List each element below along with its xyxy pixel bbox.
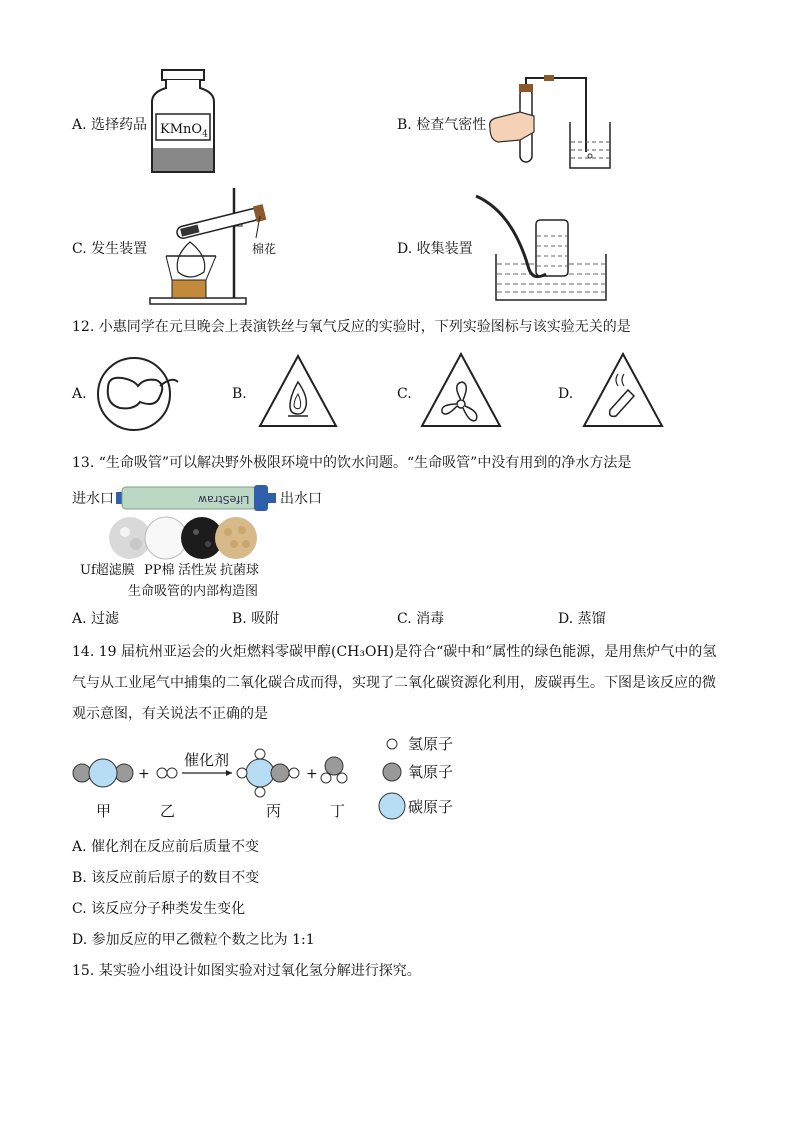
label-jia: 甲 <box>96 802 112 820</box>
q12-option-a: A. <box>72 386 87 402</box>
q13-option-c: C. 消毒 <box>397 611 445 627</box>
q14-option-b: B. 该反应前后原子的数目不变 <box>72 870 260 886</box>
hot-surface-warning-icon <box>580 350 666 430</box>
collection-apparatus-icon <box>472 192 612 304</box>
layer-uf-membrane: Uf超滤膜 <box>80 563 135 578</box>
label-yi: 乙 <box>160 802 176 820</box>
fan-ventilation-icon <box>418 350 504 430</box>
q12-stem: 12. 小惠同学在元旦晚会上表演铁丝与氧气反应的实验时，下列实验图标与该实验无关的是 <box>72 319 631 335</box>
catalyst-label: 催化剂 <box>184 751 230 769</box>
layer-activated-carbon: 活性炭 <box>178 563 218 578</box>
plus-sign-2: + <box>306 766 318 782</box>
q14-stem-line2: 气与从工业尾气中捕集的二氧化碳合成而得，实现了二氧化碳资源化利用，废碳再生。下图是该反应的微 <box>72 675 716 691</box>
straw-caption: 生命吸管的内部构造图 <box>128 584 259 599</box>
q13-option-a: A. 过滤 <box>72 611 120 627</box>
q14-stem-line1: 14. 19 届杭州亚运会的火炬燃料零碳甲醇(CH₃OH)是符合“碳中和”属性的绿色能源，是用焦炉气中的氢 <box>72 644 717 660</box>
lifestraw-icon <box>116 484 278 512</box>
filter-layers-icon <box>108 516 258 560</box>
q14-option-a: A. 催化剂在反应前后质量不变 <box>72 839 260 855</box>
q11-option-c: C. 发生装置 <box>72 241 148 257</box>
kmno4-subscript: 4 <box>202 129 208 140</box>
q15-stem: 15. 某实验小组设计如图实验对过氧化氢分解进行探究。 <box>72 963 421 979</box>
atom-legend-icons <box>378 732 408 822</box>
q14-option-c: C. 该反应分子种类发生变化 <box>72 901 246 917</box>
lifestraw-brand: LifeStraw <box>198 493 250 506</box>
q13-option-b: B. 吸附 <box>232 611 280 627</box>
legend-hydrogen: 氢原子 <box>408 735 454 753</box>
airtightness-apparatus-icon <box>486 72 616 172</box>
label-bing: 丙 <box>266 802 282 820</box>
kmno4-text: KMnO <box>160 122 203 137</box>
q13-option-d: D. 蒸馏 <box>558 611 606 627</box>
q14-stem-line3: 观示意图，有关说法不正确的是 <box>72 706 268 722</box>
legend-oxygen: 氧原子 <box>408 763 454 781</box>
q14-option-d: D. 参加反应的甲乙微粒个数之比为 1:1 <box>72 932 315 948</box>
reaction-microscopic-diagram <box>70 740 370 800</box>
kmno4-label <box>160 121 208 144</box>
flame-warning-icon <box>256 352 340 430</box>
inlet-label: 进水口 <box>72 491 114 507</box>
goggles-icon <box>94 356 184 432</box>
layer-antibacterial-ball: 抗菌球 <box>220 563 260 578</box>
legend-carbon: 碳原子 <box>408 798 454 816</box>
q12-option-c: C. <box>397 386 412 402</box>
q11-option-a: A. 选择药品 <box>72 117 148 133</box>
q12-option-b: B. <box>232 386 247 402</box>
layer-pp-cotton: PP棉 <box>144 563 175 578</box>
plus-sign-1: + <box>138 766 150 782</box>
cotton-label: 棉花 <box>252 242 277 256</box>
q11-option-b: B. 检查气密性 <box>397 117 487 133</box>
q11-option-d: D. 收集装置 <box>397 241 473 257</box>
q13-stem: 13. “生命吸管”可以解决野外极限环境中的饮水问题。“生命吸管”中没有用到的净水方法是 <box>72 455 632 471</box>
outlet-label: 出水口 <box>280 491 322 507</box>
label-ding: 丁 <box>330 802 346 820</box>
q12-option-d: D. <box>558 386 574 402</box>
